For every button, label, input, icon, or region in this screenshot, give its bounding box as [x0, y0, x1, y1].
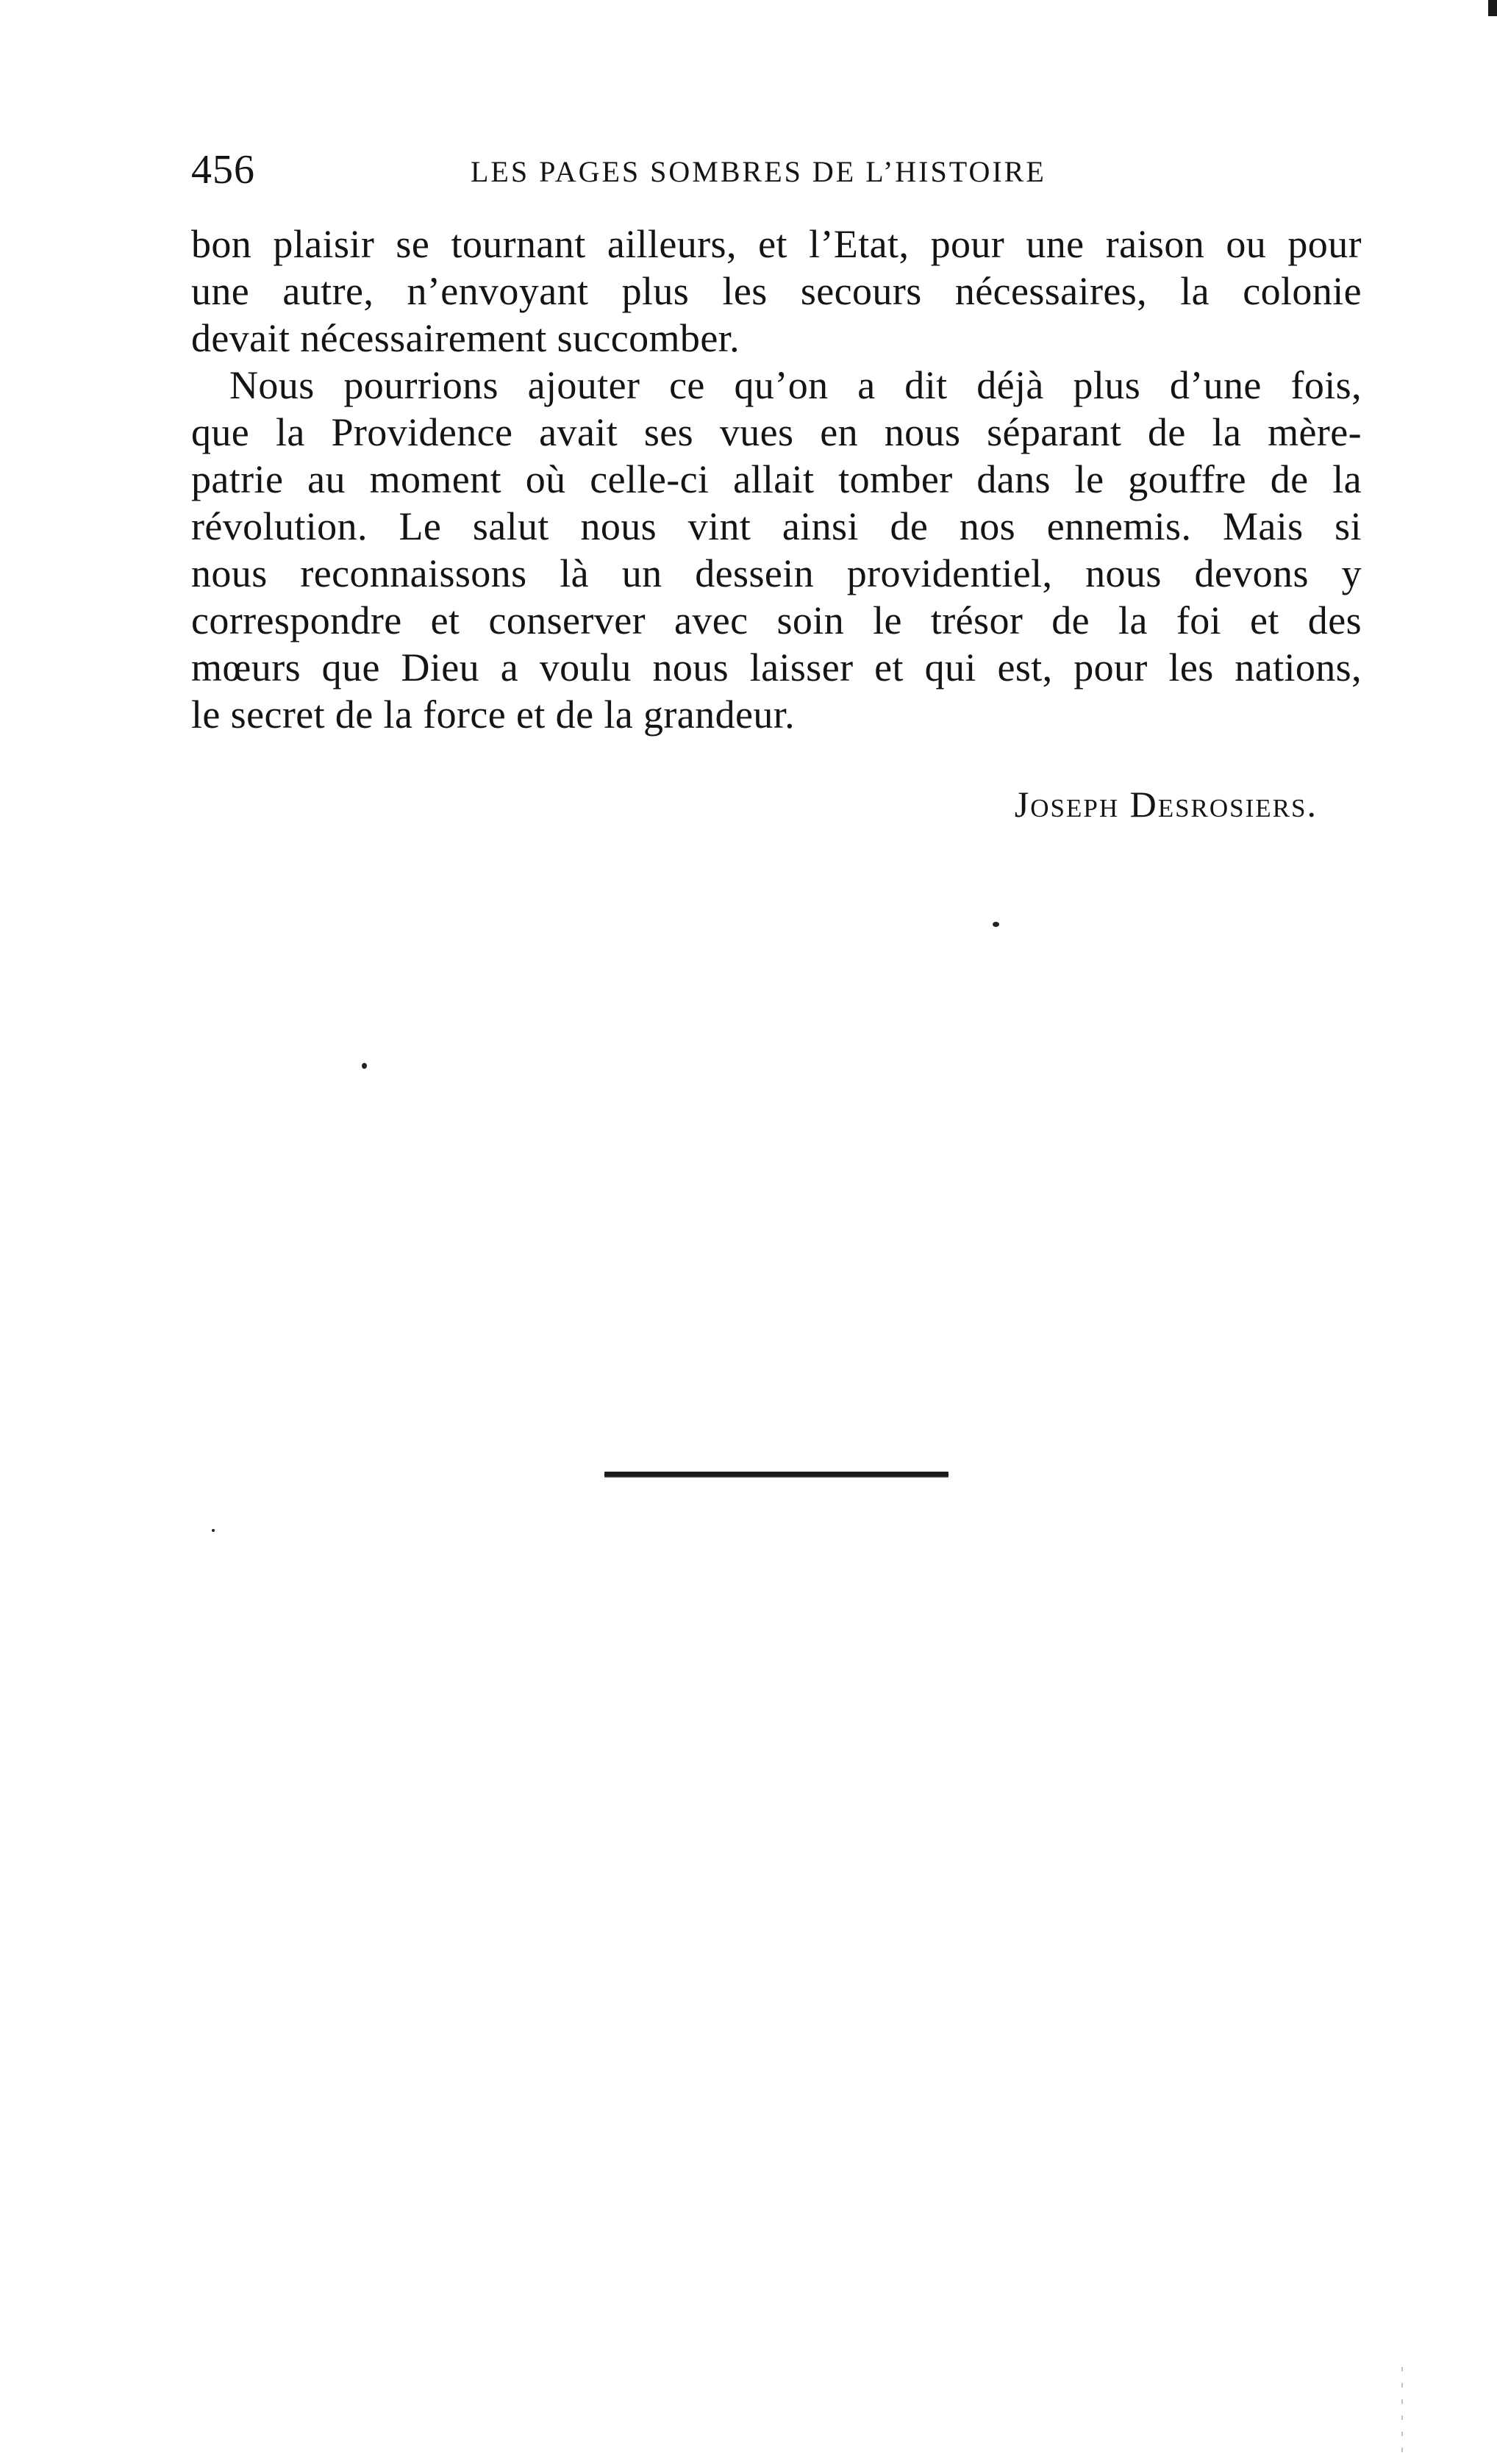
- closing-rule: [604, 1472, 948, 1478]
- ink-speck: [993, 922, 999, 927]
- author-signature: Joseph Desrosiers.: [1014, 784, 1318, 825]
- running-title: LES PAGES SOMBRES DE L’HISTOIRE: [471, 155, 1046, 188]
- text-line: que la Providence avait ses vues en nous séparant de la mère-: [191, 410, 1362, 454]
- running-header: [191, 144, 1362, 196]
- text-line: correspondre et conserver avec soin le trésor de la foi et des: [191, 598, 1362, 642]
- text-line: devait nécessairement succomber.: [191, 316, 740, 360]
- ink-speck: [362, 1063, 367, 1069]
- ink-speck: [212, 1529, 215, 1532]
- text-line: révolution. Le salut nous vint ainsi de nos ennemis. Mais si: [191, 504, 1362, 548]
- scan-edge-mark: [1488, 0, 1497, 16]
- text-line: nous reconnaissons là un dessein providentiel, nous devons y: [191, 551, 1362, 595]
- text-line: Nous pourrions ajouter ce qu’on a dit déjà plus d’une fois,: [229, 363, 1362, 407]
- text-line: une autre, n’envoyant plus les secours nécessaires, la colonie: [191, 269, 1362, 313]
- scan-margin-artifact: [1401, 2367, 1403, 2455]
- text-line: mœurs que Dieu a voulu nous laisser et qui est, pour les nations,: [191, 645, 1362, 690]
- page-number: 456: [191, 147, 255, 193]
- text-line: bon plaisir se tournant ailleurs, et l’Etat, pour une raison ou pour: [191, 222, 1362, 266]
- text-line: patrie au moment où celle-ci allait tomber dans le gouffre de la: [191, 457, 1362, 501]
- text-line: le secret de la force et de la grandeur.: [191, 692, 796, 737]
- body-text: [191, 221, 1362, 738]
